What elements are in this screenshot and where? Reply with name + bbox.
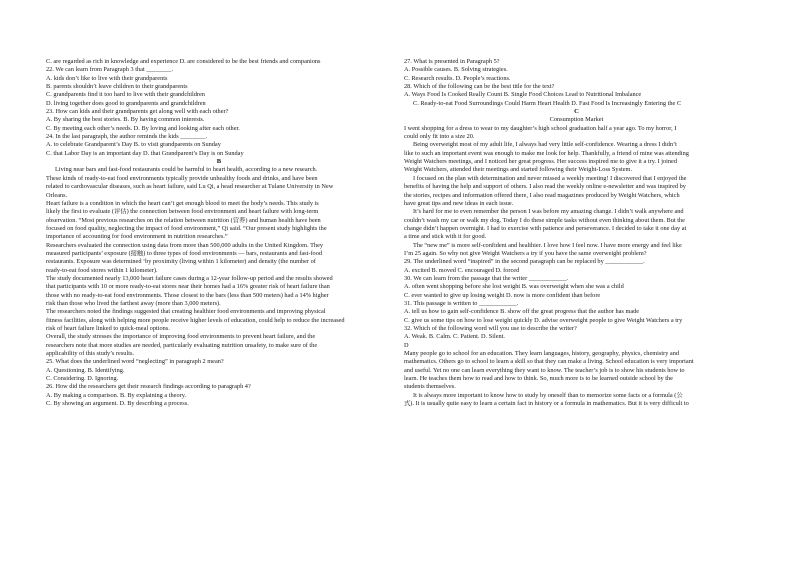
text-line: couldn’t wash my car or walk my dog. Today I do these simple tasks without even thinking about them. But the xyxy=(404,216,685,224)
text-line: It is always more important to know how to study by oneself than to memorize some facts or a formula (公 xyxy=(413,391,683,399)
text-line: 22. We can learn from Paragraph 3 that ________. xyxy=(46,66,174,74)
text-line: 26. How did the researchers get their research findings according to paragraph 4? xyxy=(46,383,251,391)
text-line: A. excited B. moved C. encouraged D. forced xyxy=(404,266,520,274)
text-line: ready-to-eat food stores within 1 kilometer). xyxy=(46,266,158,274)
text-line: A. tell us how to gain self-confidence B. show off the great progress that the author has made xyxy=(404,308,640,316)
text-line: These kinds of ready-to-eat food environments typically provide unhealthy foods and drinks, and have been xyxy=(46,174,318,182)
text-line: Researchers evaluated the connection using data from more than 500,000 adults in the United Kingdom. They xyxy=(46,241,324,249)
left-column xyxy=(46,58,392,562)
text-line: 式). It is usually quite easy to learn a certain fact in history or a formula in mathematics. But it is very difficult to xyxy=(404,400,689,408)
text-line: like to such an important event was enough to make me look for help. Thankfully, a friend of mine was attending xyxy=(404,149,689,157)
text-line: A. kids don’t like to live with their grandparents xyxy=(46,74,168,82)
text-line: A. Possible causes. B. Solving strategies. xyxy=(404,66,508,74)
text-line: Weight Watchers, attended their meetings and started following their Weight-Loss System. xyxy=(404,166,633,174)
text-line: related to cardiovascular diseases, such as heart failure, said Lu Qi, a head researcher at Tulane University in New xyxy=(46,183,334,191)
text-line: 27. What is presented in Paragraph 5? xyxy=(404,58,500,65)
text-line: C. that Labor Day is an important day D. that Grandparent’s Day is on Sunday xyxy=(46,149,244,157)
text-line: I focused on the plan with determination and never missed a weekly meeting! I discovered that I enjoyed the xyxy=(413,174,687,182)
text-line: 32. Which of the following word will you use to describe the writer? xyxy=(404,325,577,332)
text-line: The “new me” is more self-confident and healthier. I love how I feel now. I have more energy and feel like xyxy=(413,241,682,249)
text-line: It’s hard for me to even remember the person I was before my amazing change. I didn’t walk anywhere and xyxy=(413,208,684,216)
text-line: 29. The underlined word “inspired” in the second paragraph can be replaced by ____________. xyxy=(404,258,645,266)
text-line: 30. We can learn from the passage that the writer ____________. xyxy=(404,274,569,282)
text-line: change didn’t happen overnight. I had to exercise with patience and perseverance. I decided to take it one day at xyxy=(404,224,687,232)
text-line: could only fit into a size 20. xyxy=(404,133,475,141)
text-line: A. often went shopping before she lost weight B. was overweight when she was a child xyxy=(404,283,624,291)
text-line: Weight Watchers meetings, and I noticed her great progress. Her success inspired me to give it a try. I joined xyxy=(404,158,677,166)
text-line: The researchers noted the findings suggested that creating healthier food environments and improving physical xyxy=(46,308,326,316)
text-line: have great tips and new ideas in each issue. xyxy=(404,199,514,207)
text-line: risk than those who lived the farthest away (more than 3,000 meters). xyxy=(46,299,221,307)
text-line: C. Research results. D. People’s reactions. xyxy=(404,74,511,82)
text-line: I went shopping for a dress to wear to my daughter’s high school graduation half a year ago. To my horror, I xyxy=(404,124,677,132)
text-line: D xyxy=(404,341,409,349)
text-line: Heart failure is a condition in which the heart can’t get enough blood to meet the body’s needs. This study is xyxy=(46,199,319,207)
text-line: Living near bars and fast-food restaurants could be harmful to heart health, according to a new research. xyxy=(55,166,318,174)
text-line: C. ever wanted to give up losing weight D. now is more confident than before xyxy=(404,291,601,299)
section-heading: B xyxy=(216,158,222,166)
text-line: measured participants’ exposure (接触) to three types of food environments — bars, restaurants and fast-food xyxy=(46,249,322,257)
text-line: A. Questioning. B. Identifying. xyxy=(46,366,125,374)
text-line: observation. “Most previous researches on the relation between nutrition (营养) and human health have been xyxy=(46,216,321,224)
text-line: 23. How can kids and their grandparents get along well with each other? xyxy=(46,108,229,116)
text-line: students themselves. xyxy=(404,383,456,391)
text-line: researchers note that more studies are needed, particularly evaluating nutrition unsafety, to make sure of the xyxy=(46,341,318,349)
text-line: likely the first to evaluate (评估) the connection between food environment and heart failure with long-term xyxy=(46,208,319,216)
section-title: Consumption Market xyxy=(549,116,604,124)
text-line: and useful. Yet no one can learn everything they want to know. The teacher’s job is to show his students how to xyxy=(404,366,685,374)
text-line: C. give us some tips on how to lose weight quickly D. advise overweight people to give Weight Watchers a try xyxy=(404,316,683,324)
text-line: Overall, the study stresses the importance of improving food environments to prevent heart failure, and the xyxy=(46,333,316,341)
text-line: restaurants. Exposure was determined ‘by proximity (living within 1 kilometer) and density (the number of xyxy=(46,258,316,266)
text-line: A. to celebrate Grandparent’s Day B. to visit grandparents on Sunday xyxy=(46,141,221,149)
right-column xyxy=(404,58,749,562)
text-line: benefits of having the help and support of others. I also read the weekly online e-newsletter and was inspired by xyxy=(404,183,686,191)
text-line: A. Weak. B. Calm. C. Patient. D. Silent. xyxy=(404,333,505,341)
text-line: risk of heart failure linked to quick-meal options. xyxy=(46,325,170,332)
text-line: 25. What does the underlined word “neglecting” in paragraph 2 mean? xyxy=(46,358,224,366)
text-line: C. are regarded as rich in knowledge and experience D. are considered to be the best friends and companions xyxy=(46,58,321,65)
text-line: D. living together does good to grandparents and grandchildren xyxy=(46,99,206,107)
text-line: those with no ready-to-eat food environments. Those closest to the bars (less than 500 meters) had a 14% higher xyxy=(46,291,329,299)
text-line: C. Considering. D. Ignoring. xyxy=(46,375,119,383)
text-line: Many people go to school for an education. They learn languages, history, geography, physics, chemistry and xyxy=(404,350,680,358)
text-line: Orleans. xyxy=(46,191,68,199)
text-line: focused on food quality, neglecting the impact of food environment,” Qi said. “Our present study highlights the xyxy=(46,224,327,232)
text-line: the stories, recipes and information offered there, I also read magazines produced by Weight Watchers, which xyxy=(404,191,680,199)
text-line: that participants with 10 or more ready-to-eat stores near their homes had a 16% greater risk of heart failure than xyxy=(46,283,330,291)
text-line: B. parents shouldn’t leave children to their grandparents xyxy=(46,83,188,91)
text-line: C. By showing an argument. D. By describing a process. xyxy=(46,400,189,408)
text-line: 28. Which of the following can be the best title for the text? xyxy=(404,83,555,91)
text-line: 24. In the last paragraph, the author reminds the kids ________. xyxy=(46,133,208,141)
text-line: fitness facilities, along with helping more people receive higher levels of education, could help to reduce the increased xyxy=(46,316,345,324)
text-line: C. By meeting each other’s needs. D. By loving and looking after each other. xyxy=(46,124,240,132)
text-line: learn. He teaches them how to read and how to think. So, much more is to be learned outside school by the xyxy=(404,375,673,383)
text-line: importance of accounting for food environment in nutrition researches.” xyxy=(46,233,228,241)
text-line: C. grandparents find it too hard to live with their grandchildren xyxy=(46,91,205,99)
section-heading: C xyxy=(574,108,579,116)
text-line: I’m 25 again. So why not give Weight Watchers a try if you have the same overweight problem? xyxy=(404,249,647,257)
text-line: mathematics. Others go to school to learn a skill so that they can make a living. School education is very important xyxy=(404,358,694,366)
text-line: 31. This passage is written to ____________. xyxy=(404,299,519,307)
text-line: The study documented nearly 13,000 heart failure cases during a 12-year follow-up period and the results showed xyxy=(46,274,333,282)
text-line: a time and stick with it for good. xyxy=(404,233,487,241)
text-line: applicability of this study’s results. xyxy=(46,350,134,358)
text-line: A. Ways Food Is Cooked Really Count B. Single Food Choices Lead to Nutritional Imbalance xyxy=(404,91,642,99)
text-line: A. By making a comparison. B. By explaining a theory. xyxy=(46,391,187,399)
text-line: Being overweight most of my adult life, I always had very little self-confidence. Wearing a dress I didn’t xyxy=(413,141,677,149)
text-line: A. By sharing the best stories. B. By having common interests. xyxy=(46,116,205,124)
text-line: C. Ready-to-eat Food Surroundings Could Harm Heart Health D. Fast Food Is Increasingly Entering the C xyxy=(413,99,682,107)
